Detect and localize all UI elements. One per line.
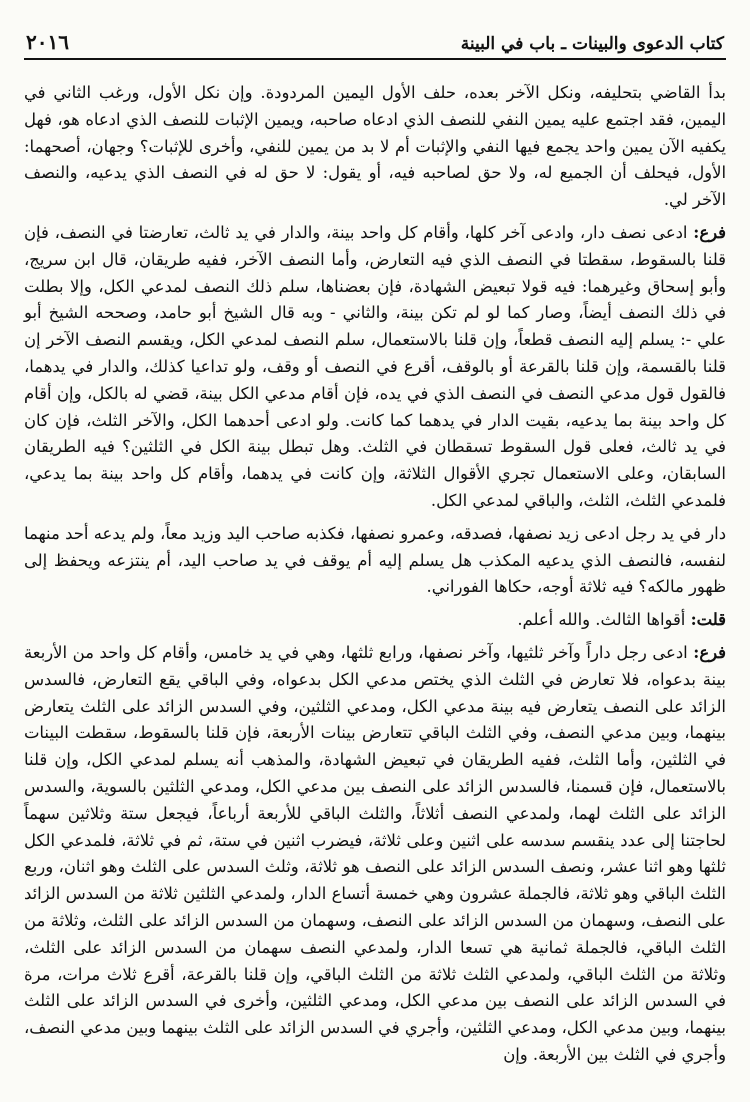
paragraph-text: ادعى نصف دار، وادعى آخر كلها، وأقام كل واحد بينة، والدار في يد ثالث، تعارضتا في النصف، فإن قلنا بالسقوط، سقطتا في النصف الذي فيه التعارض، وأما النصف الآخر، ففيه طريقان، قال ابن سريج، وأبو إسحاق وغيرهما: فيه قولا تبعيض الشهادة، فإن بعضناها، سلم ذلك النصف لمدعي الكل، وإلا بطلت في ذلك النصف أيضاً، وصار كما لو لم تكن بينة، والثاني - وبه قال الشيخ أبو حامد، وصححه الشيخ أبو علي -: يسلم إليه النصف قطعاً، وإن قلنا بالاستعمال، سلم النصف لمدعي الكل، ويقسم النصف الآخر إن قلنا بالقسمة، وإن قلنا بالقرعة أو بالوقف، أقرع في النصف أو وقف، ولو تداعيا كذلك، والدار في يدهما، فالقول قول مدعي النصف في النصف الذي في يده، فإن أقام مدعي الكل بينة، قضي له بالكل، وإن أقام كل واحد بينة بما يدعيه، بقيت الدار في يدهما كما كانت. ولو ادعى أحدهما الكل، والآخر الثلث، فإن كان في يد ثالث، فعلى قول السقوط تسقطان في الثلث. وهل تبطل بينة الكل في الثلثين؟ فيه الطريقان السابقان، وعلى الاستعمال تجري الأقوال الثلاثة، وإن كانت في يدهما، وأقام كل واحد بينة بما يدعي، فلمدعي الثلث، الثلث، والباقي لمدعي الكل.	[24, 222, 726, 510]
paragraph-lead: فرع:	[693, 222, 726, 242]
paragraph-text: بدأ القاضي بتحليفه، ونكل الآخر بعده، حلف الأول اليمين المردودة. وإن نكل الأول، ورغب الثاني في اليمين، فقد اجتمع عليه يمين النفي للنصف الذي ادعاه صاحبه، ويمين الإثبات للنصف الذي ادعاه هو، فهل يكفيه الآن يمين واحد يجمع فيها النفي والإثبات أم لا بد من يمين للنفي، وأخرى للإثبات؟ وجهان، أصحهما: الأول، فيحلف أن الجميع له، ولا حق لصاحبه فيه، أو يقول: لا حق له في النصف الذي يدعيه، والنصف الآخر لي.	[24, 83, 726, 210]
paragraph	[24, 80, 726, 214]
chapter-title: كتاب الدعوى والبينات ـ باب في البينة	[460, 34, 724, 54]
running-header	[24, 0, 726, 60]
paragraph	[24, 640, 726, 1069]
paragraph-text: دار في يد رجل ادعى زيد نصفها، فصدقه، وعمرو نصفها، فكذبه صاحب اليد وزيد معاً، ولم يدعه أحد منهما لنفسه، فالنصف الذي يدعيه المكذب هل يسلم إليه أم يوقف في يد صاحب اليد، أم ينتزعه ويحفظ إلى ظهور مالكه؟ فيه ثلاثة أوجه، حكاها الفوراني.	[24, 523, 726, 597]
paragraph-lead: فرع:	[693, 642, 726, 662]
page-body	[24, 60, 726, 1069]
paragraph	[24, 521, 726, 601]
paragraph	[24, 220, 726, 515]
paragraph-text: أقواها الثالث. والله أعلم.	[517, 610, 686, 630]
paragraph-lead: قلت:	[690, 610, 726, 630]
paragraph	[24, 607, 726, 634]
paragraph-text: ادعى رجل داراً وآخر ثلثيها، وآخر نصفها، ورابع ثلثها، وهي في يد خامس، وأقام كل واحد من الأربعة بينة بدعواه، فلا تعارض في الثلث الذي يختص مدعي الكل بدعواه، وفي الباقي يقع التعارض، فالسدس الزائد على النصف يتعارض فيه بينة مدعي الكل، ومدعي الثلثين، وفي السدس الزائد على الثلث يتعارض بينهما، وبين مدعي النصف، وفي الثلث الباقي تتعارض بينات الأربعة، فإن قلنا بالسقوط، سقطت البينات في الثلثين، وأما الثلث، ففيه الطريقان في تبعيض الشهادة، والمذهب أنه يسلم لمدعي الكل، وإن قلنا بالاستعمال، فإن قسمنا، فالسدس الزائد على النصف بين مدعي الكل، ومدعي الثلثين بالسوية، والسدس الزائد على الثلث لهما، ولمدعي النصف أثلاثاً، والثلث الباقي للأربعة أرباعاً، فيجعل ستة وثلاثين سهماً لحاجتنا إلى عدد ينقسم سدسه على اثنين وعلى ثلاثة، فيضرب اثنين في ستة، ثم في ثلاثة، فلمدعي الكل ثلثها وهو اثنا عشر، ونصف السدس الزائد على النصف هو ثلاثة، وثلث السدس على الثلث وهو اثنان، وربع الثلث الباقي وهو ثلاثة، فالجملة عشرون وهي خمسة أتساع الدار، ولمدعي الثلثين ثلاثة من السدس الزائد على النصف، وسهمان من السدس الزائد على النصف، وسهمان من السدس الزائد على الثلث، وثلاثة من الثلث الباقي، فالجملة ثمانية هي تسعا الدار، ولمدعي النصف سهمان من السدس الزائد على الثلث، وثلاثة من الثلث الباقي، ولمدعي الثلث ثلاثة من الثلث الباقي، وإن قلنا بالقرعة، أقرع ثلاث مرات، مرة في السدس الزائد على النصف بين مدعي الكل، ومدعي الثلثين، وأخرى في السدس الزائد على الثلث بينهما، وبين مدعي الكل، ومدعي الثلثين، وأجري في السدس الزائد على الثلث بينهما وبين مدعي النصف، وأجري في الثلث بين الأربعة. وإن	[24, 642, 726, 1064]
page-number: ٢٠١٦	[26, 30, 69, 54]
